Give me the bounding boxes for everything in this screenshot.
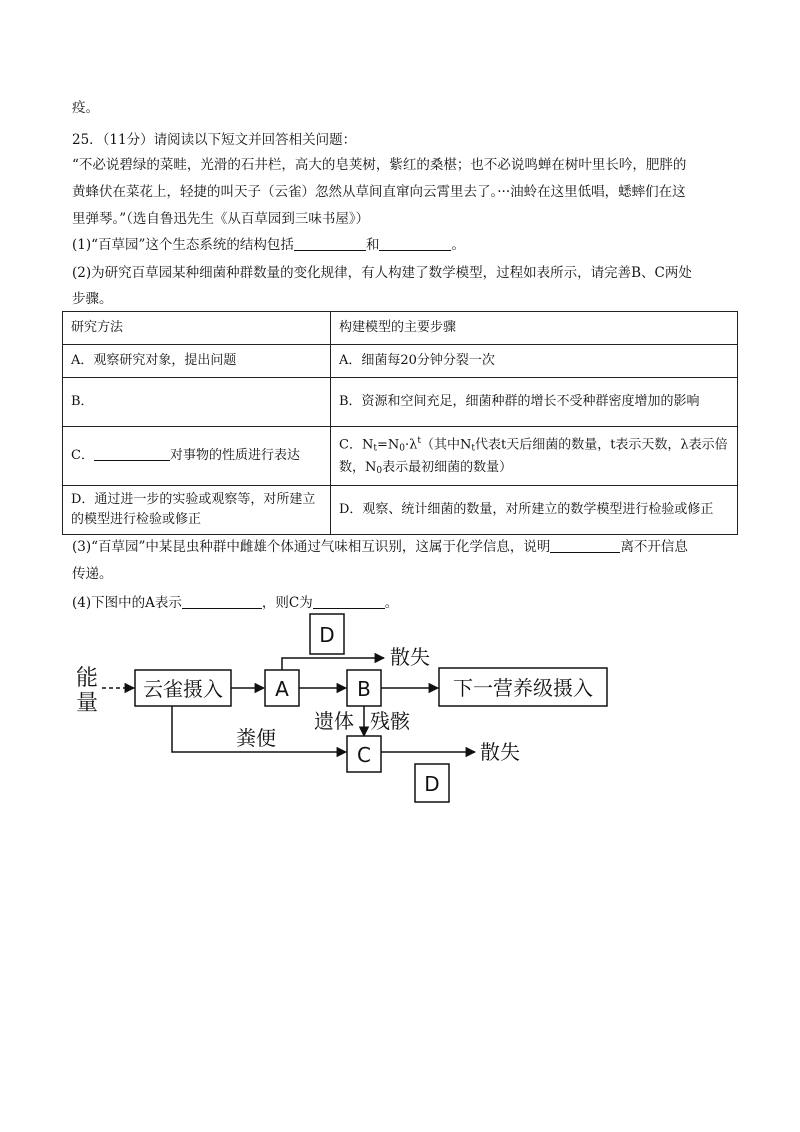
question-2-line-2: 步骤。 — [72, 291, 113, 307]
loss-label-top: 散失 — [390, 645, 430, 669]
row-d-step: D．观察、统计细菌的数量，对所建立的数学模型进行检验或修正 — [331, 486, 738, 535]
question-4 — [72, 591, 398, 611]
remains-label-2: 残骸 — [370, 709, 410, 733]
box-c-label: C — [357, 743, 371, 767]
passage-line-1: “不必说碧绿的菜畦，光滑的石井栏，高大的皂荚树，紫红的桑椹；也不必说鸣蝉在树叶里长吟，肥胖的 — [72, 157, 687, 173]
table-header-method: 研究方法 — [63, 312, 331, 345]
question-1-end: 。 — [451, 237, 465, 253]
formula-part: C．N — [339, 437, 374, 453]
passage-line-3: 里弹琴。”（选自鲁迅先生《从百草园到三味书屋》） — [72, 211, 370, 227]
formula-part: （其中N — [420, 437, 472, 453]
answer-blank-3[interactable] — [550, 539, 620, 554]
question-1-mid: 和 — [365, 237, 380, 253]
row-c-method-suffix: 对事物的性质进行表达 — [169, 448, 300, 464]
formula-sub: t — [471, 443, 475, 454]
question-2-line-1: (2)为研究百草园某种细菌种群数量的变化规律，有人构建了数学模型，过程如表所示，请完善B、C两处 — [72, 265, 692, 281]
question-3-text: (3)“百草园”中某昆虫种群中雌雄个体通过气味相互识别，这属于化学信息，说明 — [72, 539, 551, 555]
formula-part: 代表t天后细菌的数量，t表示天数，λ表示倍数，N — [339, 437, 728, 476]
table-header-row — [63, 312, 738, 345]
answer-blank-1a[interactable] — [294, 237, 366, 252]
yunque-intake-label: 云雀摄入 — [143, 677, 223, 701]
formula-part: 表示最初细菌的数量） — [382, 460, 513, 476]
formula-part: =N — [376, 437, 400, 453]
row-d-method: D．通过进一步的实验或观察等，对所建立的模型进行检验或修正 — [63, 486, 331, 535]
question-3-line-1 — [72, 535, 688, 555]
question-3-line-2: 传递。 — [72, 566, 113, 582]
feces-label: 粪便 — [236, 726, 276, 750]
formula-sub: 0 — [376, 466, 383, 477]
answer-blank-4b[interactable] — [313, 595, 385, 610]
table-row — [63, 345, 738, 378]
energy-flow-diagram — [72, 612, 632, 816]
row-c-method-prefix: C． — [71, 448, 94, 464]
energy-label-1: 能 — [76, 666, 99, 691]
box-a-label: A — [275, 677, 289, 701]
question-4-text: (4)下图中的A表示 — [72, 595, 182, 611]
question-1-text: (1)“百草园”这个生态系统的结构包括 — [72, 237, 294, 253]
formula-part: ·λ — [404, 437, 418, 453]
formula-sub: 0 — [399, 443, 405, 454]
question-header: 25．（11分）请阅读以下短文并回答相关问题： — [72, 132, 357, 148]
row-a-step: A．细菌每20分钟分裂一次 — [331, 345, 738, 378]
table-row — [63, 486, 738, 535]
table-header-steps: 构建模型的主要步骤 — [331, 312, 738, 345]
row-c-step — [331, 427, 738, 486]
question-4-end: 。 — [384, 595, 399, 611]
table-row — [63, 378, 738, 427]
remains-label-1: 遗体 — [314, 709, 354, 733]
previous-answer-tail: 疫。 — [72, 100, 99, 116]
question-3-end: 离不开信息 — [620, 539, 688, 555]
next-level-intake-label: 下一营养级摄入 — [453, 676, 593, 700]
question-4-mid: ，则C为 — [261, 595, 313, 611]
box-b-label: B — [357, 677, 371, 701]
formula-sup: t — [417, 436, 421, 446]
answer-blank-c[interactable] — [94, 447, 170, 461]
passage-line-2: 黄蜂伏在菜花上，轻捷的叫天子（云雀）忽然从草间直窜向云霄里去了。···油蛉在这里低唱，蟋蟀们在这 — [72, 184, 686, 200]
question-1 — [72, 233, 465, 253]
row-c-method — [63, 427, 331, 486]
loss-label-bottom: 散失 — [480, 740, 520, 764]
answer-blank-4a[interactable] — [182, 595, 262, 610]
row-a-method: A．观察研究对象，提出问题 — [63, 345, 331, 378]
model-steps-table — [62, 311, 738, 535]
energy-label-2: 量 — [76, 691, 99, 716]
formula-sub: t — [373, 443, 377, 454]
table-row — [63, 427, 738, 486]
row-b-step: B．资源和空间充足，细菌种群的增长不受种群密度增加的影响 — [331, 378, 738, 427]
arrow-a-to-loss — [282, 658, 384, 670]
row-b-method: B． — [63, 378, 331, 427]
answer-blank-1b[interactable] — [379, 237, 451, 252]
box-d-top-label: D — [319, 623, 335, 647]
box-d-bottom-label: D — [424, 772, 440, 796]
